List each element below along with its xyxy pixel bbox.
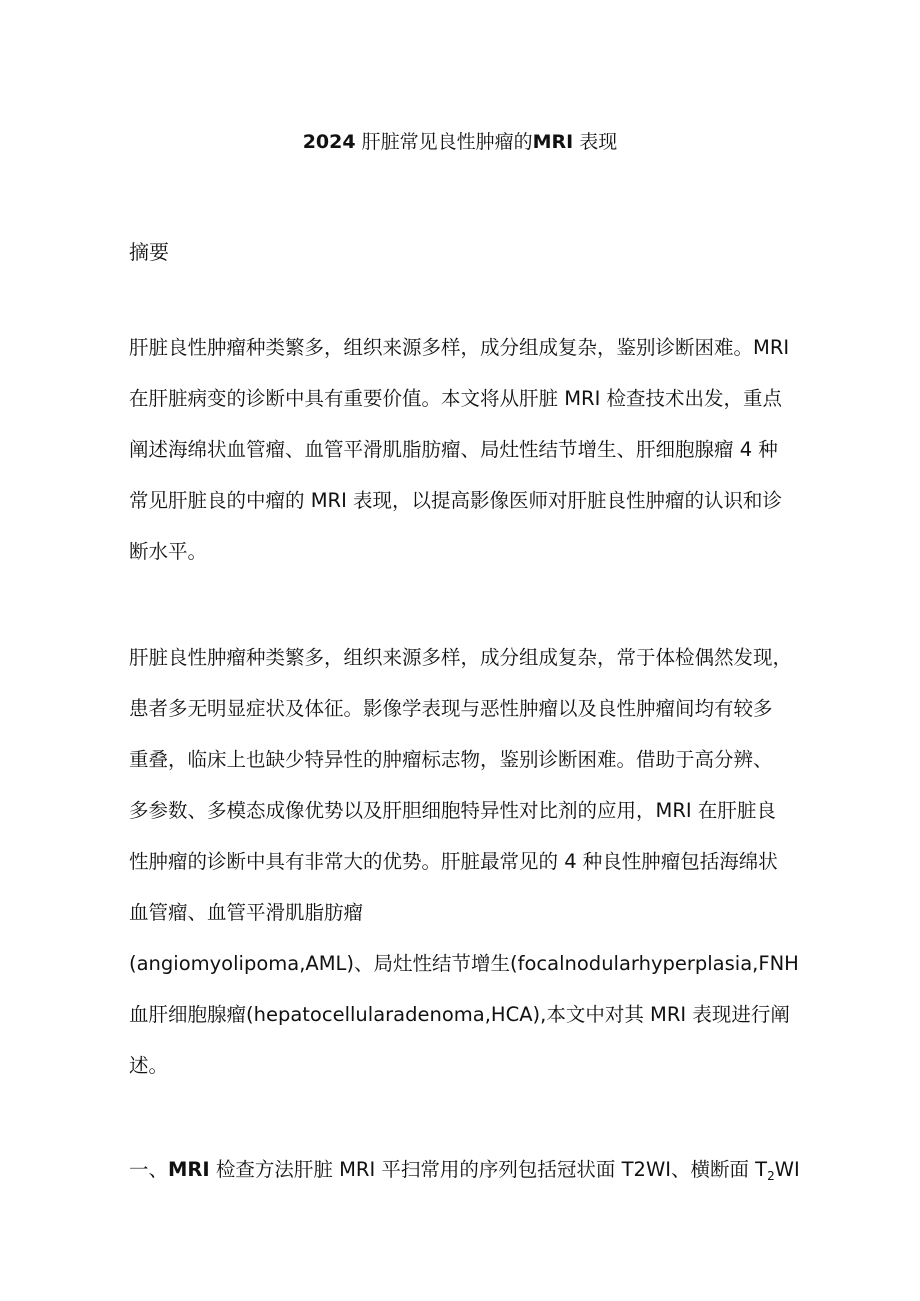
- section-heading-line: [129, 1152, 809, 1188]
- body-line: (angiomyolipoma,AML)、局灶性结节增生(focalnodularhyperplasia,FNH: [129, 952, 799, 975]
- body-line: 血肝细胞腺瘤(hepatocellularadenoma,HCA),本文中对其 MRI 表现进行阐: [129, 1003, 790, 1026]
- body-line: 重叠，临床上也缺少特异性的肿瘤标志物，鉴别诊断困难。借助于高分辨、: [129, 748, 773, 771]
- abstract-heading: 摘要: [129, 240, 169, 264]
- body-line: 多参数、多模态成像优势以及肝胆细胞特异性对比剂的应用，MRI 在肝脏良: [129, 799, 776, 822]
- abstract-line: 肝脏良性肿瘤种类繁多，组织来源多样，成分组成复杂，鉴别诊断困难。MRI: [129, 336, 790, 359]
- body-line: 患者多无明显症状及体征。影像学表现与恶性肿瘤以及良性肿瘤间均有较多: [129, 697, 773, 720]
- title-year: 2024: [302, 131, 356, 153]
- abstract-line: 阐述海绵状血管瘤、血管平滑肌脂肪瘤、局灶性结节增生、肝细胞腺瘤 4 种: [129, 438, 778, 461]
- body-line: 性肿瘤的诊断中具有非常大的优势。肝脏最常见的 4 种良性肿瘤包括海绵状: [129, 850, 778, 873]
- section-mri: MRI: [168, 1158, 210, 1181]
- abstract-paragraph: [129, 322, 809, 577]
- title-mri: MRI: [532, 131, 574, 153]
- abstract-line: 断水平。: [129, 540, 208, 563]
- section-text: 检查方法肝脏 MRI 平扫常用的序列包括冠状面 T2WI、横断面 T: [215, 1158, 768, 1181]
- section-number: 一、: [129, 1158, 169, 1181]
- body-line: 述。: [129, 1054, 169, 1077]
- body-line: 血管瘤、血管平滑肌脂肪瘤: [129, 901, 364, 924]
- document-title: [0, 128, 920, 156]
- title-suffix: 表现: [579, 131, 618, 153]
- abstract-line: 在肝脏病变的诊断中具有重要价值。本文将从肝脏 MRI 检查技术出发，重点: [129, 387, 783, 410]
- section-text-end: WI: [774, 1158, 800, 1181]
- body-paragraph: [129, 632, 809, 1091]
- body-line: 肝脏良性肿瘤种类繁多，组织来源多样，成分组成复杂，常于体检偶然发现，: [129, 646, 793, 669]
- section-subscript: 2: [767, 1169, 775, 1183]
- title-text: 肝脏常见良性肿瘤的: [361, 131, 533, 153]
- abstract-line: 常见肝脏良的中瘤的 MRI 表现，以提高影像医师对肝脏良性肿瘤的认识和诊: [129, 489, 783, 512]
